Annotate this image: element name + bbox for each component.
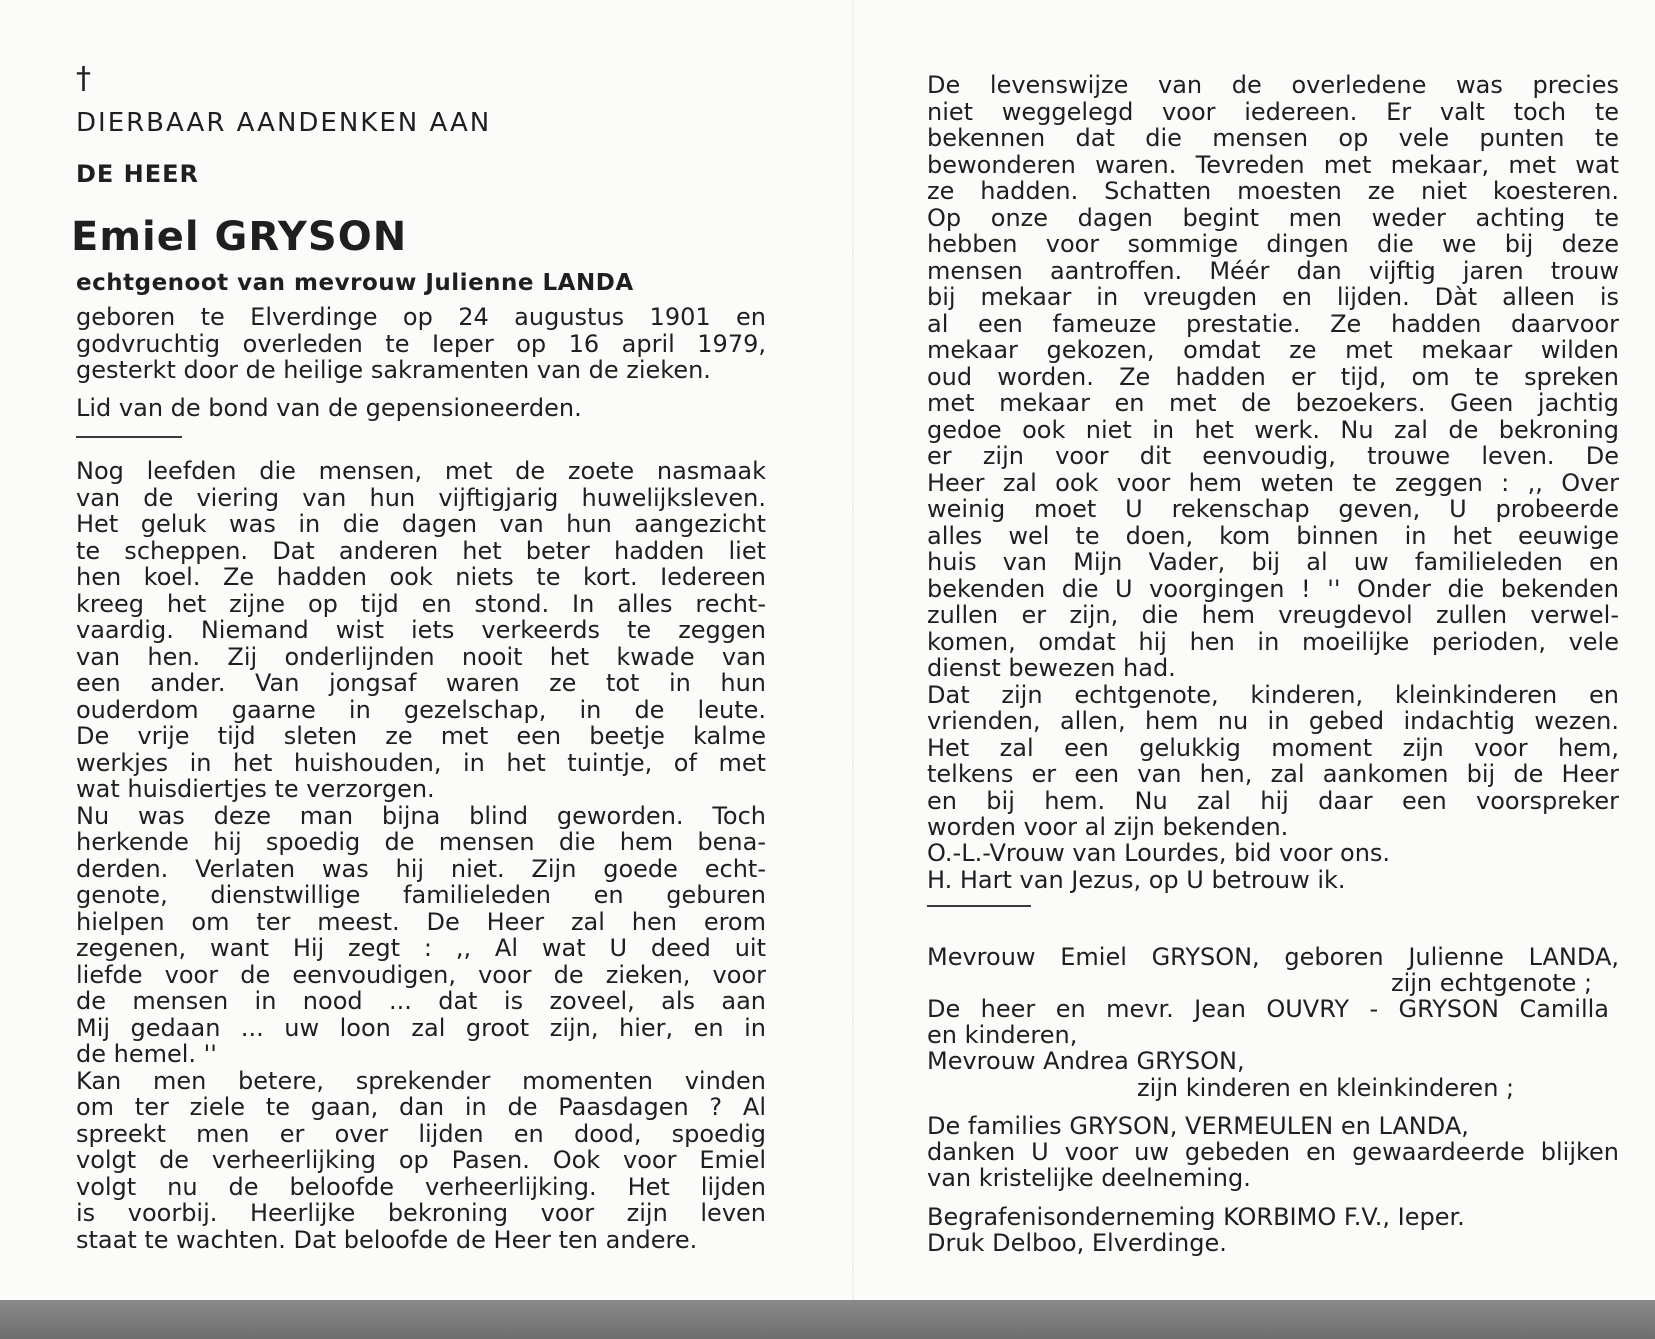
text-line: derden. Verlaten was hij niet. Zijn goede echt- [76, 855, 766, 882]
text-line: hen koel. Ze hadden ook niets te kort. Iedereen [76, 564, 766, 591]
text-line: werkjes in het huishouden, in het tuintje, of met [76, 749, 766, 776]
text-line: bekenden die U voorgingen ! '' Onder die bekenden [927, 575, 1619, 602]
membership-line: Lid van de bond van de gepensioneerden. [76, 395, 582, 422]
widow-role: zijn echtgenote ; [1391, 969, 1593, 997]
text-line: te scheppen. Dat anderen het beter hadden liet [76, 537, 766, 564]
text-line: al een fameuze prestatie. Ze hadden daarvoor [927, 310, 1619, 337]
text-line: hielpen om ter meest. De Heer zal hen erom [76, 908, 766, 935]
text-line: is voorbij. Heerlijke bekroning voor zijn leven [76, 1200, 766, 1227]
text-line: ze hadden. Schatten moesten ze niet koesteren. [927, 178, 1619, 205]
text-line: de mensen in nood ... dat is zoveel, als aan [76, 988, 766, 1015]
text-line: Nog leefden die mensen, met de zoete nasmaak [76, 458, 766, 485]
text-line: en bij hem. Nu zal hij daar een voorspreker [927, 787, 1619, 814]
text-line: met mekaar en met de bezoekers. Geen jachtig [927, 390, 1619, 417]
text-line: Dat zijn echtgenote, kinderen, kleinkinderen en [927, 681, 1619, 708]
text-line: weinig moet U rekenschap geven, U probeerde [927, 496, 1619, 523]
spouse-line: echtgenoot van mevrouw Julienne LANDA [76, 270, 634, 296]
text-line: zullen er zijn, die hem vreugdevol zullen verwel- [927, 602, 1619, 629]
text-line: Het zal een gelukkig moment zijn voor hem, [927, 734, 1619, 761]
text-line: niet weggelegd voor iedereen. Er valt toch te [927, 98, 1619, 125]
text-line: telkens er een van hen, zal aankomen bij de Heer [927, 761, 1619, 788]
text-line: volgt nu de beloofde verheerlijking. Het lijden [76, 1173, 766, 1200]
text-line: kreeg het zijne op tijd en stond. In alles recht- [76, 590, 766, 617]
right-body-text [927, 72, 1619, 841]
text-line: bekennen dat die mensen op vele punten te [927, 125, 1619, 152]
text-line: huis van Mijn Vader, bij al uw familieleden en [927, 549, 1619, 576]
text-line: van hen. Zij onderlijnden nooit het kwade van [76, 643, 766, 670]
prayers [927, 840, 1619, 893]
cross-icon: † [76, 61, 91, 96]
text-line: spreekt men er over lijden en dood, spoedig [76, 1120, 766, 1147]
text-line: zegenen, want Hij zegt : ,, Al wat U deed uit [76, 935, 766, 962]
text-line: Mij gedaan ... uw loon zal groot zijn, hier, en in [76, 1014, 766, 1041]
children-role: zijn kinderen en kleinkinderen ; [1137, 1074, 1515, 1102]
divider [927, 905, 1031, 907]
text-line: ouderdom gaarne in gezelschap, in de leute. [76, 696, 766, 723]
text-line: mensen aantroffen. Méér dan vijftig jaren trouw [927, 257, 1619, 284]
prayer-line: O.-L.-Vrouw van Lourdes, bid voor ons. [927, 840, 1391, 867]
membership-paragraph [76, 395, 766, 422]
text-line: mekaar gekozen, omdat ze met mekaar wilden [927, 337, 1619, 364]
text-line: de hemel. '' [76, 1041, 217, 1068]
text-line: bewonderen waren. Tevreden met mekaar, met wat [927, 151, 1619, 178]
widow-line: Mevrouw Emiel GRYSON, geboren Julienne LANDA, [927, 943, 1619, 971]
text-line: worden voor al zijn bekenden. [927, 814, 1289, 841]
intro-heading: DIERBAAR AANDENKEN AAN [76, 108, 492, 138]
child1-line: De heer en mevr. Jean OUVRY - GRYSON Camilla [927, 995, 1609, 1023]
text-line: Op onze dagen begint men weder achting te [927, 204, 1619, 231]
text-line: om ter ziele te gaan, dan in de Paasdagen ? Al [76, 1094, 766, 1121]
text-line: er zijn voor dit eenvoudig, trouwe leven. De [927, 443, 1619, 470]
scan-edge [0, 1300, 1655, 1339]
child1-kids: en kinderen, [927, 1021, 1078, 1049]
text-line: een ander. Van jongsaf waren ze tot in hun [76, 670, 766, 697]
text-line: staat te wachten. Dat beloofde de Heer ten andere. [76, 1226, 698, 1253]
text-line: vaardig. Niemand wist iets verkeerds te zeggen [76, 617, 766, 644]
text-line: oud worden. Ze hadden er tijd, om te spreken [927, 363, 1619, 390]
birth-line: geboren te Elverdinge op 24 augustus 1901 en [76, 304, 766, 331]
text-line: gedoe ook niet in het werk. Nu zal de bekroning [927, 416, 1619, 443]
text-line: van de viering van hun vijftigjarig huwelijksleven. [76, 484, 766, 511]
thanks-line: van kristelijke deelneming. [927, 1164, 1251, 1192]
text-line: De vrije tijd sleten ze met een beetje kalme [76, 723, 766, 750]
text-line: De levenswijze van de overledene was precies [927, 72, 1619, 99]
text-line: herkende hij spoedig de mensen die hem bena- [76, 829, 766, 856]
undertaker-line: Begrafenisonderneming KORBIMO F.V., Ieper. [927, 1203, 1465, 1231]
prayer-line: H. Hart van Jezus, op U betrouw ik. [927, 866, 1346, 893]
text-line: Kan men betere, sprekender momenten vinden [76, 1067, 766, 1094]
text-line: komen, omdat hij hen in moeilijke perioden, vele [927, 628, 1619, 655]
left-body-text [76, 458, 766, 1253]
text-line: vrienden, allen, hem nu in gebed indachtig wezen. [927, 708, 1619, 735]
text-line: bij mekaar in vreugden en lijden. Dàt alleen is [927, 284, 1619, 311]
birth-line: gesterkt door de heilige sakramenten van de zieken. [76, 357, 711, 384]
title-label: DE HEER [76, 160, 200, 188]
families-line: De families GRYSON, VERMEULEN en LANDA, [927, 1112, 1469, 1140]
text-line: dienst bewezen had. [927, 655, 1176, 682]
text-line: volgt de verheerlijking op Pasen. Ook voor Emiel [76, 1147, 766, 1174]
birth-line: godvruchtig overleden te Ieper op 16 april 1979, [76, 330, 766, 357]
text-line: liefde voor de eenvoudigen, voor de zieken, voor [76, 961, 766, 988]
text-line: genote, dienstwillige familieleden en geburen [76, 882, 766, 909]
birth-paragraph [76, 304, 766, 384]
text-line: Het geluk was in die dagen van hun aangezicht [76, 511, 766, 538]
card-fold [852, 0, 854, 1300]
deceased-name: Emiel GRYSON [71, 214, 408, 260]
printer-line: Druk Delboo, Elverdinge. [927, 1229, 1227, 1257]
text-line: Nu was deze man bijna blind geworden. Toch [76, 802, 766, 829]
thanks-line: danken U voor uw gebeden en gewaardeerde blijken [927, 1138, 1619, 1166]
text-line: wat huisdiertjes te verzorgen. [76, 776, 435, 803]
child2-line: Mevrouw Andrea GRYSON, [927, 1047, 1245, 1075]
text-line: hebben voor sommige dingen die we bij deze [927, 231, 1619, 258]
text-line: Heer zal ook voor hem weten te zeggen : ,, Over [927, 469, 1619, 496]
divider [76, 436, 182, 438]
text-line: alles wel te doen, kom binnen in het eeuwige [927, 522, 1619, 549]
